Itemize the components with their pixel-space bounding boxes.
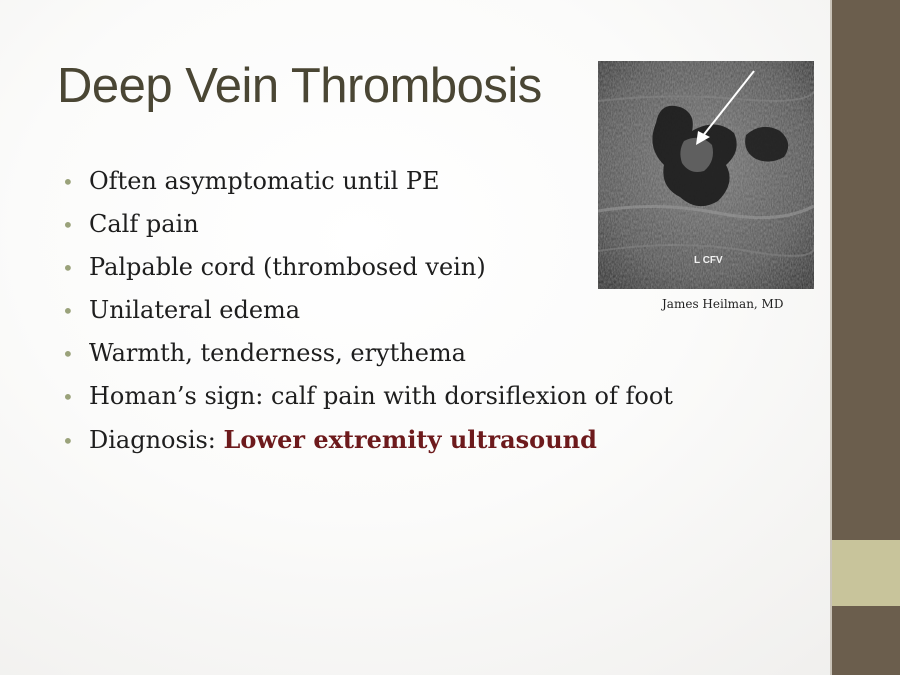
bullet-text: Homan’s sign: calf pain with dorsiflexion of foot bbox=[89, 382, 673, 410]
diagnosis-emphasis: Lower extremity ultrasound bbox=[223, 425, 597, 454]
bullet-marker: • bbox=[62, 256, 74, 280]
bullet-text: Diagnosis: bbox=[89, 426, 224, 454]
image-credit: James Heilman, MD bbox=[662, 297, 784, 311]
bullet-marker: • bbox=[62, 213, 74, 237]
bullet-text: Warmth, tenderness, erythema bbox=[89, 339, 466, 367]
bullet-marker: • bbox=[62, 342, 74, 366]
bullet-text: Calf pain bbox=[89, 210, 199, 238]
bullet-text: Palpable cord (thrombosed vein) bbox=[89, 253, 486, 281]
bullet-item bbox=[62, 160, 673, 203]
bullet-item bbox=[62, 332, 673, 375]
bullet-item-diagnosis bbox=[62, 418, 673, 461]
bullet-list bbox=[62, 160, 673, 461]
bullet-item bbox=[62, 375, 673, 418]
ultrasound-label: L CFV bbox=[694, 255, 723, 266]
decorative-side-bar bbox=[830, 0, 900, 675]
ultrasound-image bbox=[598, 61, 814, 289]
slide-title: Deep Vein Thrombosis bbox=[57, 59, 542, 113]
bullet-text: Unilateral edema bbox=[89, 296, 301, 324]
side-bar-accent bbox=[832, 540, 900, 606]
bullet-marker: • bbox=[62, 299, 74, 323]
bullet-item bbox=[62, 203, 673, 246]
bullet-item bbox=[62, 246, 673, 289]
bullet-marker: • bbox=[62, 385, 74, 409]
bullet-marker: • bbox=[62, 170, 74, 194]
bullet-marker: • bbox=[62, 429, 74, 453]
bullet-text: Often asymptomatic until PE bbox=[89, 167, 440, 195]
bullet-item bbox=[62, 289, 673, 332]
